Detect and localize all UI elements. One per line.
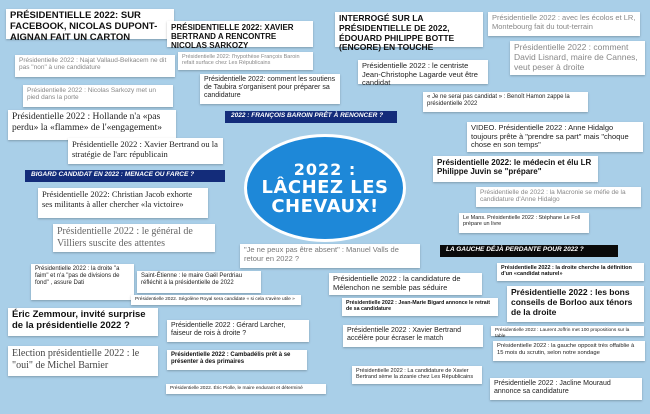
headline-card[interactable] — [131, 295, 301, 305]
headline-text: Présidentielle 2022 : Jean-Marie Bigard annonce le retrait de sa candidature — [346, 300, 490, 313]
headline-card[interactable] — [38, 188, 208, 218]
headline-text: Présidentielle 2022 : le général de Villiers suscite des attentes — [57, 226, 193, 249]
headline-text: Présidentielle 2022 : Jacline Mouraud annonce sa candidature — [494, 380, 611, 396]
headline-text: PRÉSIDENTIELLE 2022: SUR FACEBOOK, NICOLAS DUPONT-AIGNAN FAIT UN CARTON — [10, 10, 158, 43]
headline-card[interactable] — [23, 85, 173, 107]
headline-card[interactable] — [507, 286, 644, 322]
center-title-oval — [244, 134, 406, 242]
headline-card[interactable] — [200, 74, 340, 104]
headline-text: Présidentielle 2022. Ségolène Royal sera candidate « si cela s'avère utile » — [135, 297, 295, 302]
headline-text: Présidentielle 2022 : Cambadélis prêt à se présenter à des primaires — [171, 352, 291, 365]
headline-text: VIDEO. Présidentielle 2022 : Anne Hidalgo toujours prête à "prendre sa part" mais "choque chose en son temps" — [471, 123, 629, 150]
headline-card[interactable] — [167, 350, 307, 370]
headline-card[interactable] — [358, 60, 488, 88]
banner-text: BIGARD CANDIDAT EN 2022 : MENACE OU FARCE ? — [31, 171, 195, 178]
headline-text: Présidentielle 2022 : la candidature de Mélenchon ne semble pas séduire — [333, 274, 461, 292]
center-line-2: CHEVAUX! — [271, 195, 379, 217]
headline-card[interactable] — [167, 21, 313, 51]
headline-card[interactable] — [8, 346, 158, 376]
headline-text: Présidentielle 2022. Éric Piolle, le maire endurant et déterminé — [170, 386, 303, 391]
headline-text: Présidentielle 2022 : les bons conseils de Borloo aux ténors de la droite — [511, 287, 633, 317]
headline-text: "Je ne peux pas être absent" : Manuel Valls de retour en 2022 ? — [244, 245, 399, 263]
headline-card[interactable] — [493, 341, 645, 361]
headline-text: Présidentielle 2022 : La candidature de Xavier Bertrand sème la zizanie chez Les Républicains — [356, 368, 474, 381]
headline-text: Présidentielle 2022: le médecin et élu LR Philippe Juvin se "prépare" — [437, 158, 592, 177]
baroin-banner[interactable] — [225, 111, 397, 123]
headline-card[interactable] — [8, 308, 158, 336]
headline-text: Présidentielle 2022 : la droite "a faim" et n'a "pas de divisions de fond" , assure Dati — [35, 266, 120, 286]
banner-text: LA GAUCHE DÉJÀ PERDANTE POUR 2022 ? — [446, 246, 584, 253]
headline-card[interactable] — [490, 378, 642, 400]
headline-card[interactable] — [15, 55, 175, 77]
headline-text: Présidentielle 2022 : Laurent Joffrin met 100 propositions sur la table — [495, 328, 630, 339]
headline-card[interactable] — [137, 271, 261, 293]
center-line-1: LÂCHEZ LES — [261, 176, 389, 198]
headline-text: Présidentielle 2022 : Gérard Larcher, faiseur de rois à droite ? — [171, 322, 286, 338]
headline-card[interactable] — [476, 187, 641, 207]
headline-card[interactable] — [467, 122, 643, 152]
headline-text: Saint-Étienne : le maire Gaël Perdriau réfléchit à la présidentielle de 2022 — [141, 273, 243, 286]
headline-card[interactable] — [8, 110, 176, 140]
headline-card[interactable] — [329, 273, 482, 295]
headline-card[interactable] — [335, 12, 483, 53]
headline-text: Election présidentielle 2022 : le "oui" de Michel Barnier — [12, 348, 140, 371]
headline-text: Présidentielle 2022 : Hollande n'a «pas perdu» la «flamme» de l'«engagement» — [12, 112, 162, 133]
headline-text: Présidentielle 2022: comment les soutiens de Taubira s'organisent pour préparer sa candidature — [204, 76, 336, 100]
headline-text: Le Mans. Présidentielle 2022 : Stéphane Le Foll prépare un livre — [463, 215, 581, 228]
headline-card[interactable] — [342, 298, 498, 316]
headline-card[interactable] — [497, 263, 644, 281]
headline-card[interactable] — [53, 224, 215, 252]
gauche-banner[interactable] — [440, 245, 618, 257]
bigard-banner[interactable] — [25, 170, 225, 182]
headline-text: « Je ne serai pas candidat » : Benoît Hamon zappe la présidentielle 2022 — [427, 94, 570, 107]
headline-text: Présidentielle 2022 : Xavier Bertrand ou la stratégie de l'arc républicain — [72, 139, 218, 159]
headline-card[interactable] — [510, 41, 645, 75]
headline-card[interactable] — [459, 213, 589, 233]
headline-card[interactable] — [167, 320, 309, 342]
center-year: 2022 : — [293, 159, 357, 179]
headline-text: PRÉSIDENTIELLE 2022: XAVIER BERTRAND A RENCONTRE NICOLAS SARKOZY — [171, 23, 294, 51]
banner-text: 2022 : FRANÇOIS BAROIN PRÊT À RENONCER ? — [231, 112, 384, 119]
headline-card[interactable] — [488, 12, 640, 36]
headline-text: Présidentielle 2022 : Najat Vallaud-Belkacem ne dit pas "non" à une candidature — [19, 57, 167, 72]
headline-text: Présidentielle de 2022 : la Macronie se méfie de la candidature d'Anne Hidalgo — [480, 189, 626, 204]
headline-text: Présidentielle 2022 : le centriste Jean-Christophe Lagarde veut être candidat — [362, 61, 478, 88]
headline-text: Éric Zemmour, invité surprise de la présidentielle 2022 ? — [12, 309, 146, 331]
headline-card[interactable] — [423, 92, 588, 112]
headline-card[interactable] — [6, 9, 174, 43]
headline-card[interactable] — [433, 156, 598, 182]
headline-card[interactable] — [31, 264, 134, 300]
headline-card[interactable] — [178, 52, 313, 70]
headline-text: Présidentielle 2022 : comment David Lisnard, maire de Cannes, veut peser à droite — [514, 42, 638, 72]
headline-text: Présidentielle 2022: l'hypothèse François Baroin refait surface chez Les Républicains — [182, 54, 300, 67]
headline-card[interactable] — [352, 366, 482, 384]
headline-card[interactable] — [68, 138, 223, 164]
headline-card[interactable] — [343, 325, 483, 347]
headline-text: Présidentielle 2022: Christian Jacob exhorte ses militants à aller chercher «la victoire» — [42, 189, 193, 209]
headline-text: Présidentielle 2022 : Xavier Bertrand accélère pour écraser le match — [347, 327, 462, 343]
headline-text: Présidentielle 2022 : la gauche opposit très offaiblie à 15 mois du scrutin, selon notre sondage — [497, 343, 635, 356]
headline-card[interactable] — [166, 384, 326, 394]
headline-card[interactable] — [240, 244, 420, 268]
headline-text: Présidentielle 2022 : avec les écolos et LR, Montebourg fait du tout-terrain — [492, 13, 636, 31]
headline-text: Présidentielle 2022 : Nicolas Sarkozy met un pied dans la porte — [27, 87, 156, 102]
headline-text: Présidentielle 2022 : la droite cherche la définition d'un «candidat naturel» — [501, 265, 632, 278]
headline-text: INTERROGÉ SUR LA PRÉSIDENTIELLE DE 2022, ÉDOUARD PHILIPPE BOTTE (ENCORE) EN TOUCHE — [339, 13, 455, 53]
headline-card[interactable] — [491, 326, 644, 339]
